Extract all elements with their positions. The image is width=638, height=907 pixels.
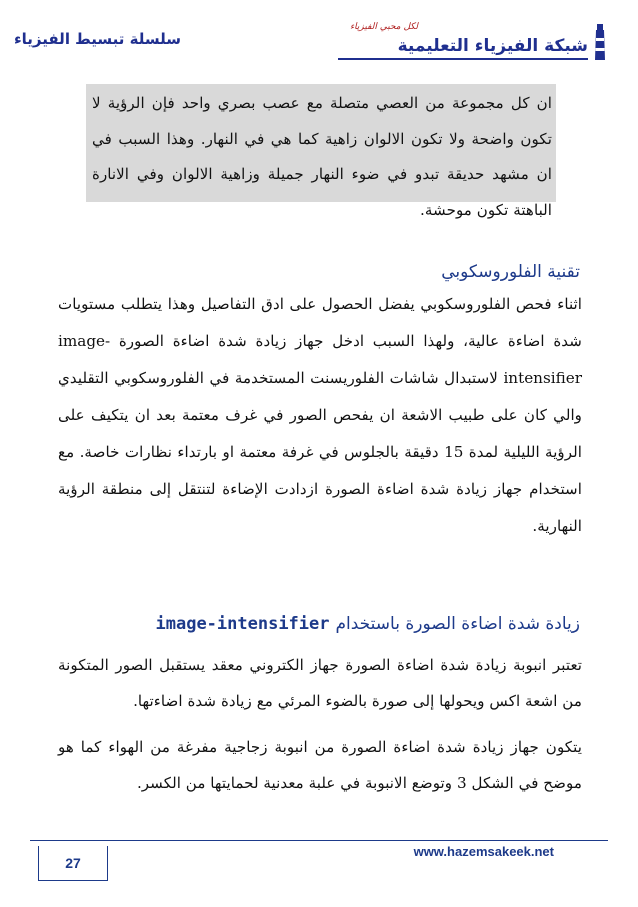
intensifier-paragraph-2: يتكون جهاز زيادة شدة اضاءة الصورة من انبوبة زجاجية مفرغة من الهواء كما هو موضح في الشكل 3 وتوضع الانبوبة في علبة معدنية لحمايتها من الكسر.	[58, 738, 582, 792]
series-title: سلسلة تبسيط الفيزياء	[14, 30, 181, 48]
website-link[interactable]: www.hazemsakeek.net	[413, 844, 554, 859]
network-title: شبكة الفيزياء التعليمية	[397, 36, 588, 56]
site-header	[318, 22, 608, 62]
header-tagline: لكل محبي الفيزياء	[349, 22, 418, 32]
intro-paragraph: ان كل مجموعة من العصي متصلة مع عصب بصري واحد فإن الرؤية لا تكون واضحة ولا تكون الالوان زاهية كما هي في النهار. وهذا السبب في ان مشهد حديقة تبدو في ضوء النهار جميلة وزاهية الالوان وفي الانارة الباهتة تكون موحشة.	[92, 94, 552, 219]
header-underline	[338, 58, 588, 60]
section-heading-latin: image-intensifier	[155, 614, 330, 634]
section-heading-fluoroscopy: تقنية الفلوروسكوبي	[441, 262, 580, 282]
section-heading-arabic: زيادة شدة اضاءة الصورة باستخدام	[335, 614, 580, 634]
section-heading-image-intensifier	[156, 614, 581, 634]
footer-divider	[30, 840, 608, 841]
lighthouse-icon	[592, 22, 608, 62]
intensifier-paragraph-1: تعتبر انبوبة زيادة شدة اضاءة الصورة جهاز الكتروني معقد يستقبل الصور المتكونة من اشعة اكس ويحولها إلى صورة بالضوء المرئي مع زيادة شدة اضاءتها.	[58, 656, 582, 710]
fluoroscopy-paragraph: اثناء فحص الفلوروسكوبي يفضل الحصول على ادق التفاصيل وهذا يتطلب مستويات شدة اضاءة عالية، ولهذا السبب ادخل جهاز زيادة شدة اضاءة الصورة image-intensifier لاستبدال شاشات الفلوريسنت المستخدمة في الفلوروسكوبي التقليدي والي كان على طبيب الاشعة ان يفحص الصور في غرف معتمة بعد ان يتكيف على الرؤية الليلية لمدة 15 دقيقة بالجلوس في غرفة معتمة او بارتداء نظارات خاصة. مع استخدام جهاز زيادة شدة اضاءة الصورة ازدادت الإضاءة لتنتقل إلى منطقة الرؤية النهارية.	[58, 295, 582, 535]
page-number: 27	[38, 846, 108, 881]
